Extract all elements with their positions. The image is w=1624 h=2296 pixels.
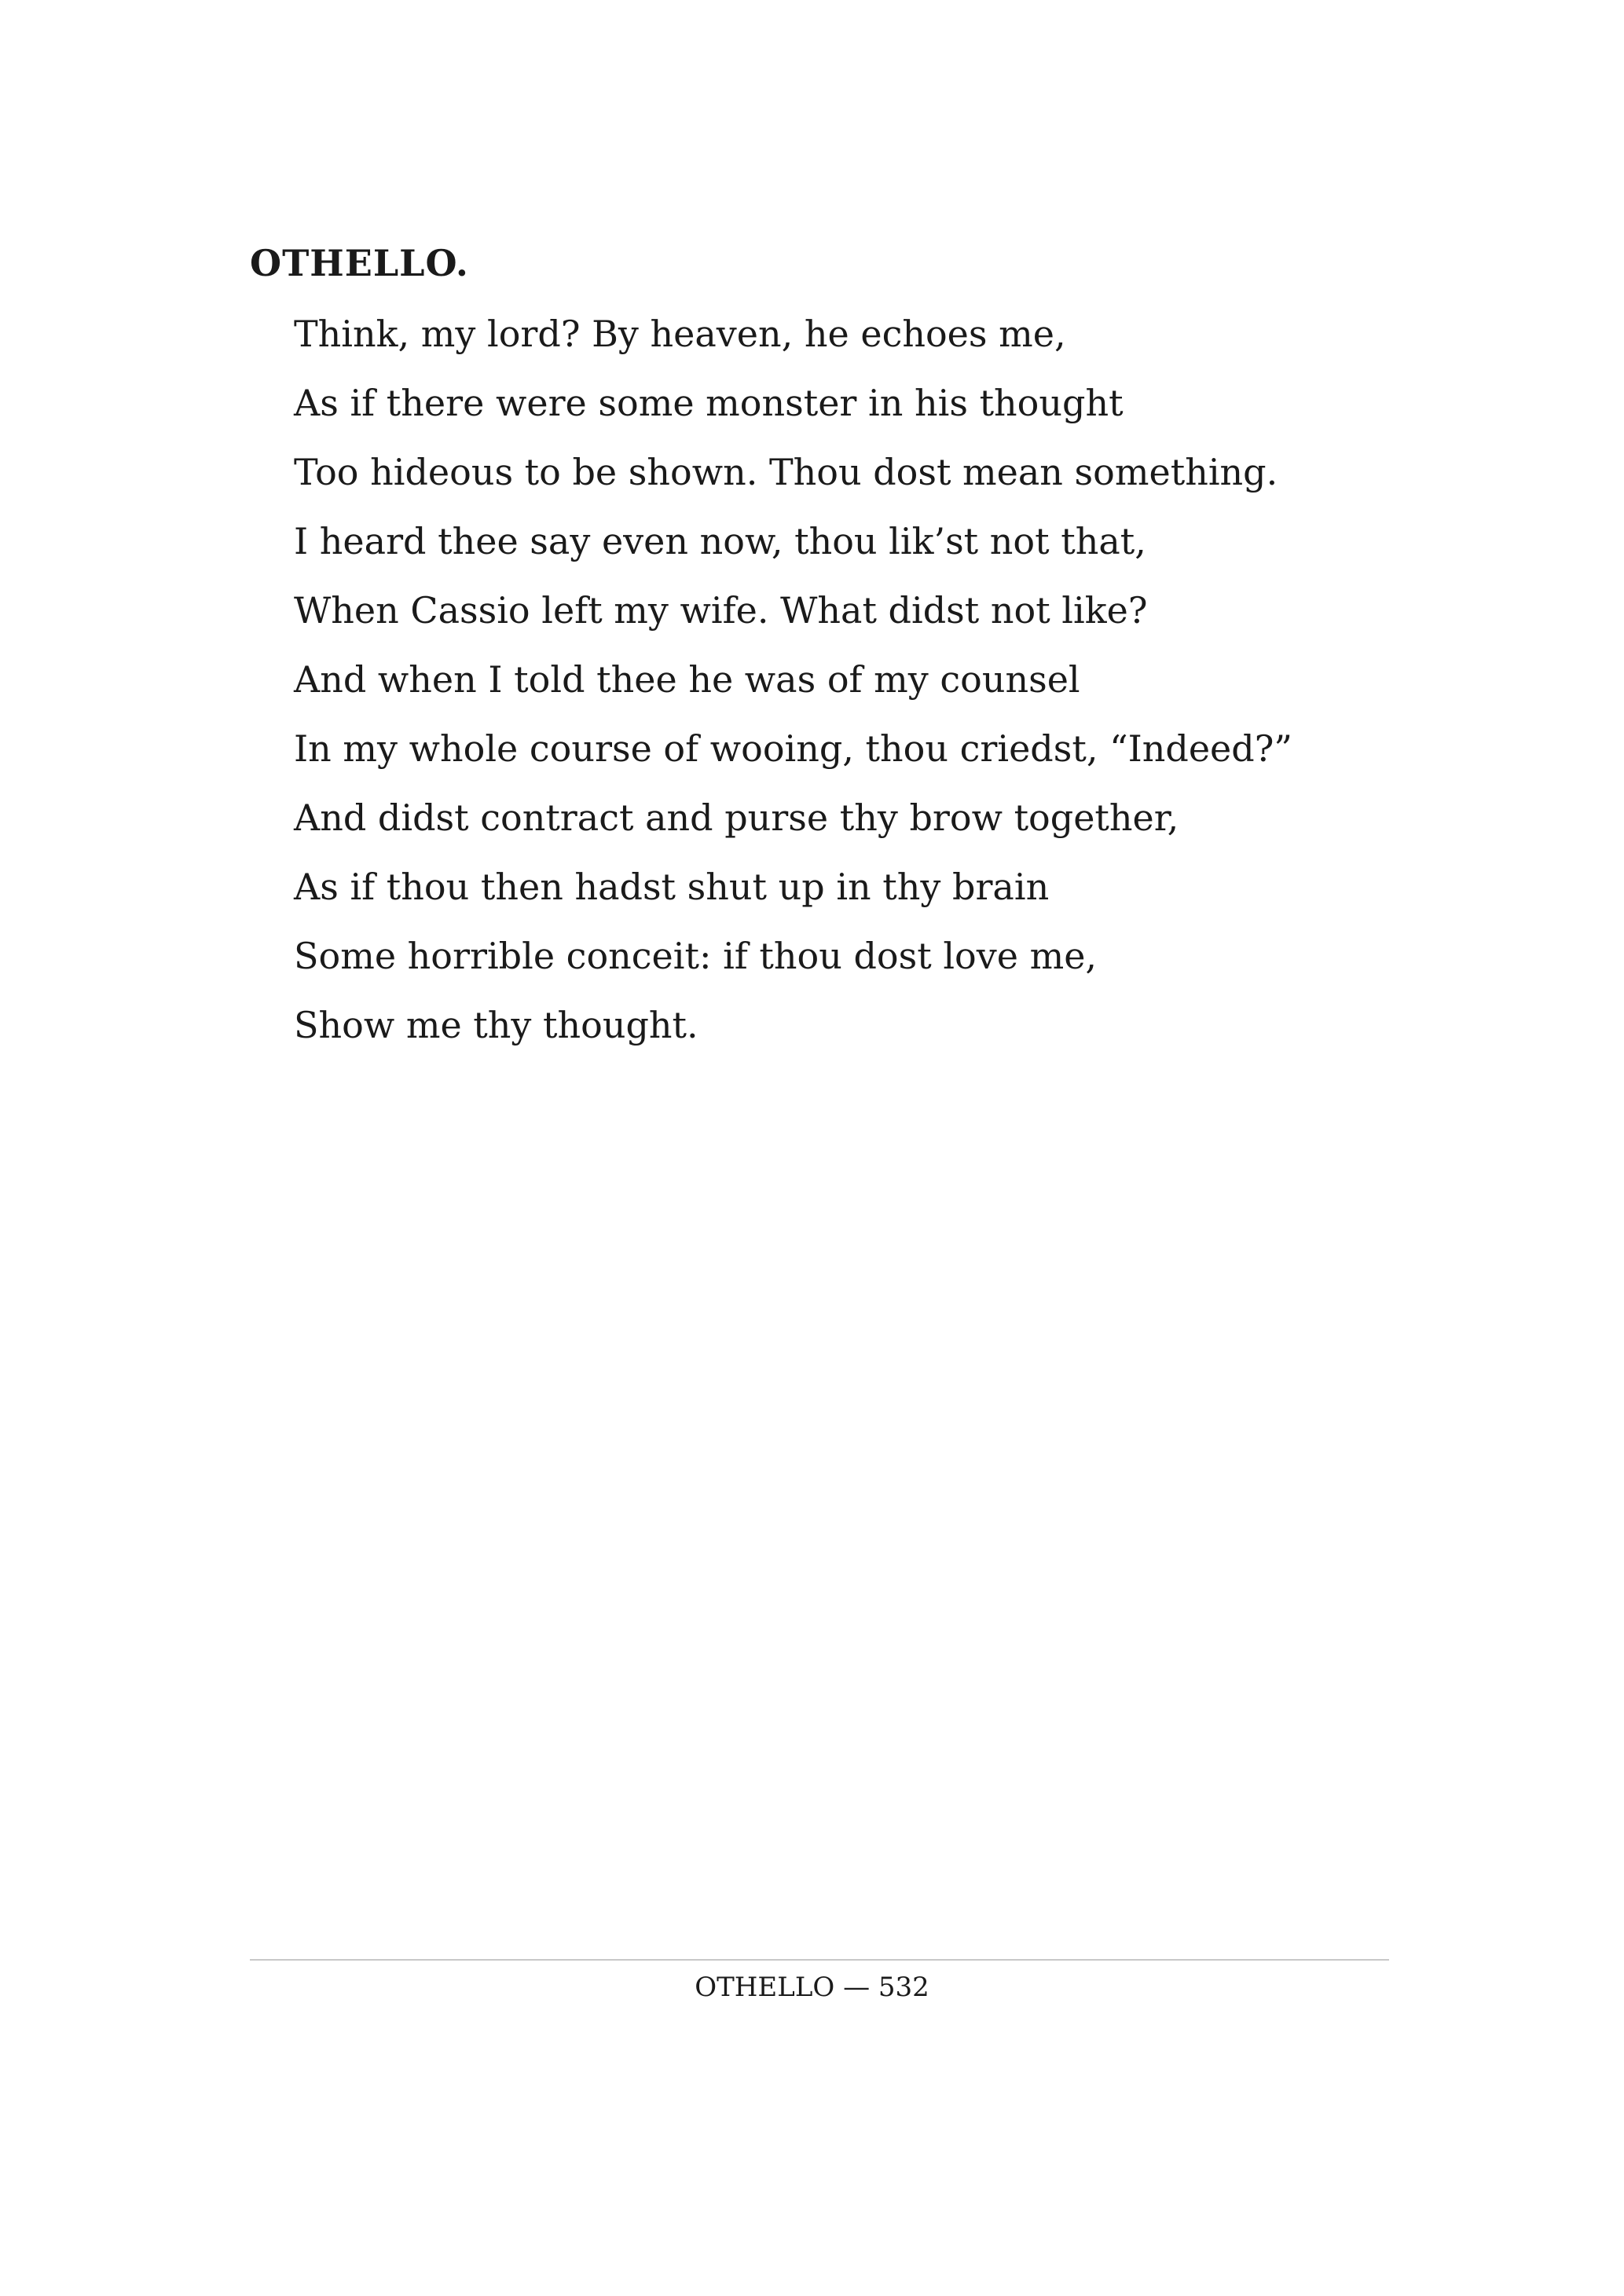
- footer-divider: [250, 1959, 1389, 1961]
- verse-line: In my whole course of wooing, thou criedst, “Indeed?”: [294, 727, 1292, 770]
- verse-block: [294, 306, 1292, 1067]
- verse-line: Too hideous to be shown. Thou dost mean something.: [294, 451, 1278, 493]
- speaker-name: OTHELLO.: [250, 242, 469, 284]
- verse-line: Show me thy thought.: [294, 1004, 698, 1046]
- verse-line: And when I told thee he was of my counsel: [294, 658, 1080, 701]
- verse-line: As if there were some monster in his thought: [294, 382, 1124, 424]
- verse-line: And didst contract and purse thy brow together,: [294, 796, 1179, 839]
- page-footer: OTHELLO — 532: [695, 1972, 929, 2003]
- verse-line: As if thou then hadst shut up in thy brain: [294, 866, 1050, 908]
- verse-line: When Cassio left my wife. What didst not like?: [294, 589, 1148, 632]
- verse-line: I heard thee say even now, thou lik’st not that,: [294, 520, 1146, 562]
- verse-line: Think, my lord? By heaven, he echoes me,: [294, 313, 1066, 355]
- verse-line: Some horrible conceit: if thou dost love me,: [294, 935, 1098, 977]
